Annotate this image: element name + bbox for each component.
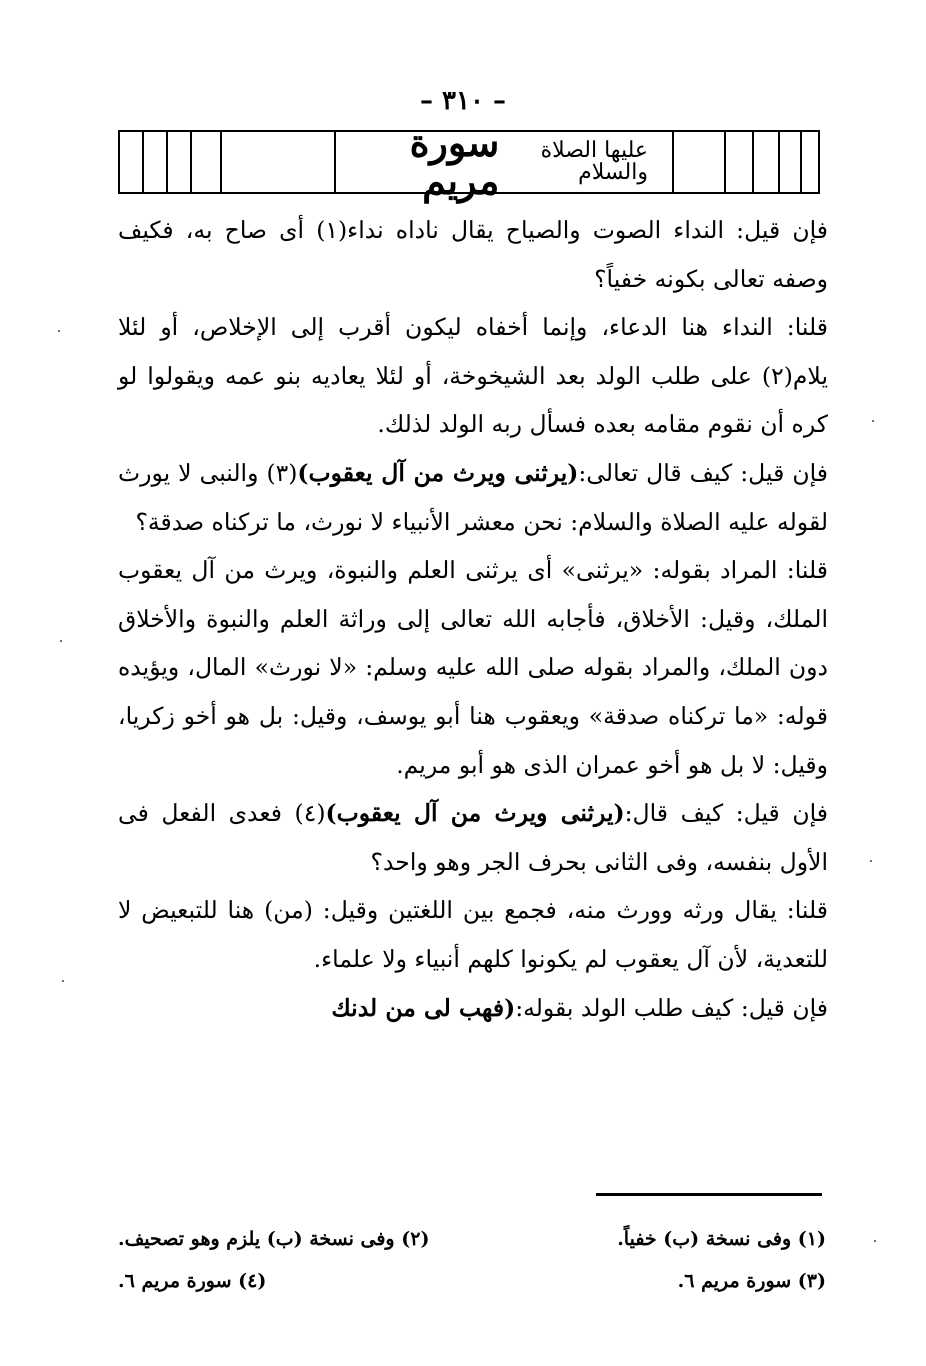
paragraph (118, 206, 828, 303)
paragraph-text: قلنا: النداء هنا الدعاء، وإنما أخفاه ليكون أقرب إلى الإخلاص، أو لئلا يلام(٢) على طلب الولد بعد الشيخوخة، أو لئلا يعاديه بنو عمه ويقولوا لو كره أن نقوم مقامه بعده فسأل ربه الولد لذلك. (118, 313, 828, 439)
paragraph-text: فإن قيل: كيف قال: (624, 799, 828, 828)
header-ornament-bar (334, 132, 336, 192)
scan-speck (62, 980, 64, 982)
header-ornament-bar (672, 132, 674, 192)
header-ornament-bar (778, 132, 780, 192)
footnote: (٢) وفى نسخة (ب) يلزم وهو تصحيف. (118, 1228, 430, 1250)
header-ornament-bar (190, 132, 192, 192)
paragraph-text: قلنا: المراد بقوله: «يرثنى» أى يرثنى العلم والنبوة، ويرث من آل يعقوب الملك، وقيل: الأخلاق، فأجابه الله تعالى إلى وراثة العلم والنبوة والأخلاق دون الملك، والمراد بقوله صلى الله عليه وسلم: «لا نورث» المال، ويؤيده قوله: «ما تركناه صدقة» ويعقوب هنا أبو يوسف، وقيل: بل هو أخو زكريا، وقيل: لا بل هو أخو عمران الذى هو أبو مريم. (118, 556, 828, 779)
paragraph-text: قلنا: يقال ورثه وورث منه، فجمع بين اللغتين وقيل: (من) هنا للتبعيض لا للتعدية، لأن آل يعقوب لم يكونوا كلهم أنبياء ولا علماء. (118, 896, 828, 973)
footnote-row (118, 1260, 826, 1302)
surah-header-box (118, 120, 820, 203)
paragraph-text: (٤) فعدى الفعل فى الأول بنفسه، وفى الثانى بحرف الجر وهو واحد؟ (118, 799, 828, 876)
footnote: (٣) سورة مريم ٦. (677, 1270, 826, 1292)
paragraph (118, 303, 828, 449)
quran-quote: (فهب لى من لدنك (331, 993, 516, 1022)
footnote-separator (596, 1193, 822, 1196)
quran-quote: (يرثنى ويرث من آل يعقوب) (297, 458, 579, 487)
paragraph (118, 789, 828, 886)
scan-speck (874, 1240, 876, 1242)
scan-speck (60, 640, 62, 642)
scan-speck (870, 860, 872, 862)
paragraph (118, 886, 828, 983)
header-ornament-bar (724, 132, 726, 192)
footnote-row (118, 1218, 826, 1260)
paragraph (118, 984, 828, 1033)
header-ornament-bar (142, 132, 144, 192)
footnote: (١) وفى نسخة (ب) خفياً. (617, 1228, 826, 1250)
header-ornament-bar (800, 132, 802, 192)
surah-name: سورة مريم (409, 120, 500, 203)
header-ornament-bar (166, 132, 168, 192)
scan-speck (872, 420, 874, 422)
paragraph-text: فإن قيل: كيف طلب الولد بقوله: (515, 993, 828, 1022)
footnotes (118, 1218, 826, 1302)
surah-title (342, 120, 658, 203)
page-number: – ٣١٠ – (419, 86, 507, 116)
body-text (118, 206, 828, 1032)
paragraph-text: فإن قيل: كيف قال تعالى: (578, 458, 828, 487)
scan-speck (58, 330, 60, 332)
paragraph (118, 546, 828, 789)
footnote: (٤) سورة مريم ٦. (118, 1270, 267, 1292)
paragraph-text: فإن قيل: النداء الصوت والصياح يقال ناداه نداء(١) أى صاح به، فكيف وصفه تعالى بكونه خفياً؟ (118, 216, 829, 293)
header-ornament-bar (752, 132, 754, 192)
header-ornament-bar (220, 132, 222, 192)
quran-quote: (يرثنى ويرث من آل يعقوب) (325, 799, 625, 828)
paragraph (118, 449, 828, 546)
surah-subtitle: عليها الصلاة والسلام (540, 138, 648, 185)
paragraph-text: (٣) والنبى لا يورث لقوله عليه الصلاة والسلام: نحن معشر الأنبياء لا نورث، ما تركناه صدقة؟ (118, 458, 828, 536)
